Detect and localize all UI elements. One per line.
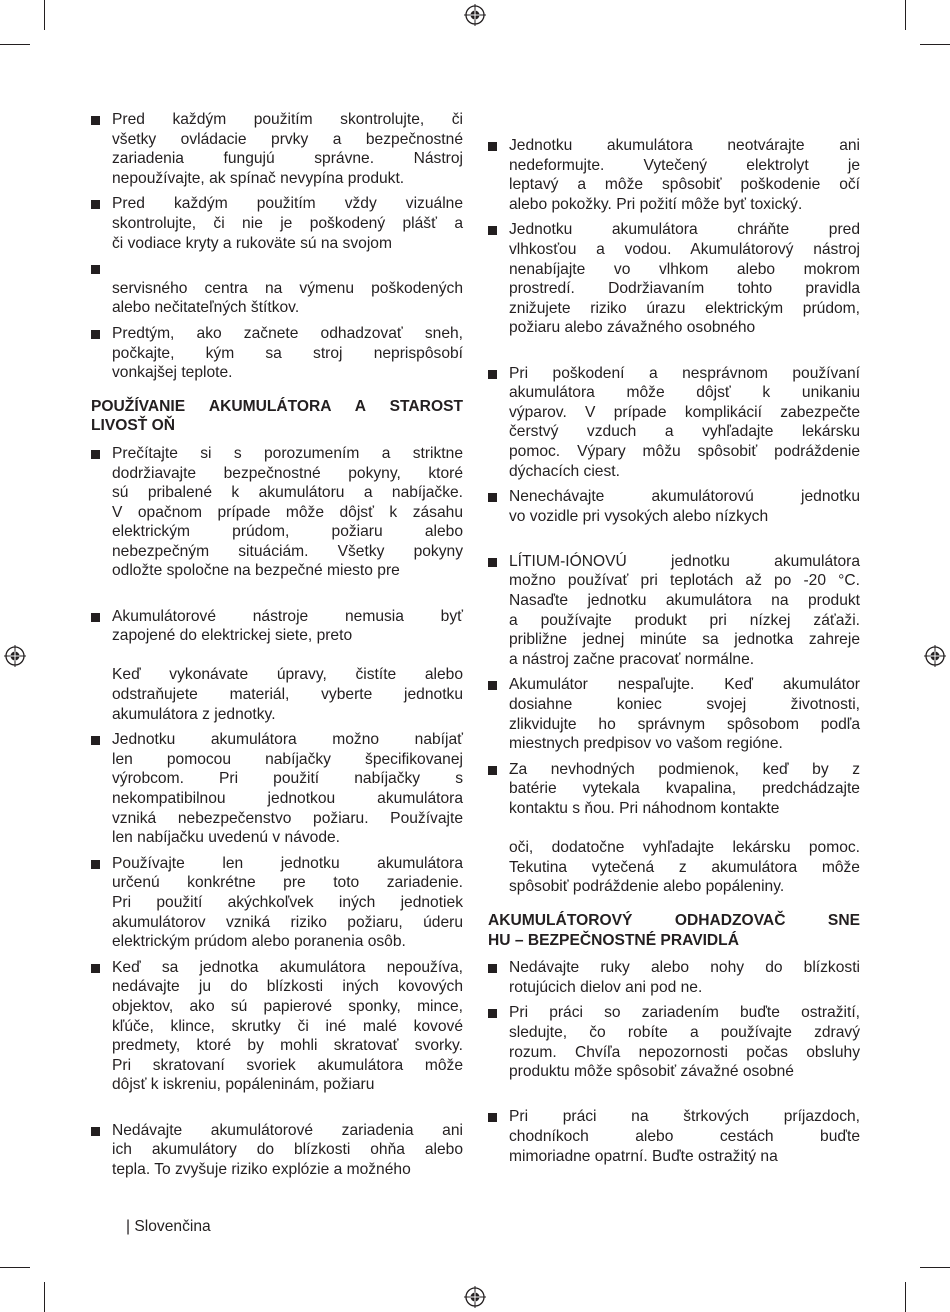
text-line: Keď sa jednotka akumulátora nepoužíva, xyxy=(112,958,463,976)
heading-line: AKUMULÁTOROVÝ ODHADZOVAČ SNE xyxy=(488,911,860,929)
text-line: alebo nečitateľných štítkov. xyxy=(112,299,300,317)
text-line xyxy=(509,526,860,546)
bullet-item xyxy=(91,730,463,848)
crop-mark xyxy=(44,1282,45,1312)
text-line: spôsobiť podráždenie alebo popáleniny. xyxy=(509,878,785,896)
bullet-item xyxy=(91,324,463,383)
text-line: nedeformujte. Vytečený elektrolyt je xyxy=(509,156,860,174)
text-line: len nabíjačku uvedenú v návode. xyxy=(112,829,341,847)
right-column xyxy=(488,136,860,1172)
bullet-item xyxy=(488,487,860,546)
text-line: Za nevhodných podmienok, keď by z xyxy=(509,760,860,778)
heading-line: LIVOSŤ OŇ xyxy=(91,417,176,435)
text-line: elektrickým prúdom alebo poranenia osôb. xyxy=(112,933,406,951)
bullet-item xyxy=(91,1121,463,1180)
bullet-item xyxy=(91,854,463,952)
square-bullet-icon xyxy=(91,860,100,869)
text-line: pomoc. Výpary môžu spôsobiť podráždenie xyxy=(509,442,860,460)
text-line: Akumulátor nespaľujte. Keď akumulátor xyxy=(509,676,860,694)
text-line: výparov. V prípade komplikácií zabezpečte xyxy=(509,403,860,421)
text-line: akumulátora môže dôjsť k unikaniu xyxy=(509,384,860,402)
bullet-item xyxy=(488,552,860,670)
bullet-item xyxy=(488,1003,860,1101)
square-bullet-icon xyxy=(488,1009,497,1018)
text-line: servisného centra na výmenu poškodených xyxy=(112,279,463,297)
text-line: dýchacích ciest. xyxy=(509,462,620,480)
text-line: vo vozidle pri vysokých alebo nízkych xyxy=(509,507,769,525)
text-line: Nenechávajte akumulátorovú jednotku xyxy=(509,488,860,506)
text-line: miestnych predpisov vo vašom regióne. xyxy=(509,735,783,753)
text-line: Keď vykonávate úpravy, čistíte alebo xyxy=(112,666,463,684)
text-line: Akumulátorové nástroje nemusia byť xyxy=(112,607,463,625)
bullet-item xyxy=(488,760,860,897)
text-line: tepla. To zvyšuje riziko explózie a možného xyxy=(112,1160,411,1178)
square-bullet-icon xyxy=(91,964,100,973)
text-line: Predtým, ako začnete odhadzovať sneh, xyxy=(112,324,463,342)
text-line xyxy=(509,1082,860,1102)
square-bullet-icon xyxy=(488,493,497,502)
square-bullet-icon xyxy=(91,450,100,459)
square-bullet-icon xyxy=(488,1113,497,1122)
text-line: Nedávajte ruky alebo nohy do blízkosti xyxy=(509,959,860,977)
square-bullet-icon xyxy=(488,681,497,690)
square-bullet-icon xyxy=(91,200,100,209)
bullet-item xyxy=(91,607,463,725)
text-line: nekompatibilnou jednotkou akumulátora xyxy=(112,790,463,807)
text-line: Pred každým použitím vždy vizuálne xyxy=(112,195,463,213)
heading-line: POUŽÍVANIE AKUMULÁTORA A STAROST xyxy=(91,397,463,415)
square-bullet-icon xyxy=(488,766,497,775)
text-line: čerstvý vzduch a vyhľadajte lekársku xyxy=(509,423,860,441)
text-line: či vodiace kryty a rukoväte sú na svojom xyxy=(112,234,392,252)
text-line xyxy=(112,581,463,601)
text-line: ich akumulátory do blízkosti ohňa alebo xyxy=(112,1141,463,1159)
bullet-item xyxy=(488,364,860,482)
text-line: elektrickým prúdom, požiaru alebo xyxy=(112,523,463,541)
square-bullet-icon xyxy=(91,613,100,622)
text-line: výrobcom. Pri použití nabíjačky s xyxy=(112,770,463,788)
bullet-item xyxy=(488,958,860,997)
text-line: dôjsť k iskreniu, popáleninám, požiaru xyxy=(112,1076,375,1094)
section-heading xyxy=(488,911,860,950)
text-line: prostredí. Dodržiavaním tohto pravidla xyxy=(509,280,860,298)
crop-mark xyxy=(44,0,45,30)
text-line: nenabíjajte vo vlhkom alebo mokrom xyxy=(509,260,860,278)
text-line xyxy=(112,1095,463,1115)
text-line: objektov, ako sú papierové sponky, mince, xyxy=(112,997,463,1015)
text-line xyxy=(112,646,463,666)
text-line: Prečítajte si s porozumením a striktne xyxy=(112,444,463,462)
text-line: akumulátora z jednotky. xyxy=(112,705,276,723)
text-line: kontaktu s ňou. Pri náhodnom kontakte xyxy=(509,800,780,817)
square-bullet-icon xyxy=(488,226,497,235)
crop-mark xyxy=(905,0,906,30)
text-line: batérie vytekala kvapalina, predchádzajte xyxy=(509,780,860,798)
crop-mark xyxy=(0,44,30,45)
text-line: Pri poškodení a nesprávnom používaní xyxy=(509,364,860,382)
text-line: a nástroj začne pracovať normálne. xyxy=(509,650,755,668)
crop-mark xyxy=(920,1267,950,1268)
text-line: možno používať pri teplotách až po -20 °C. xyxy=(509,572,860,590)
section-heading xyxy=(91,397,463,436)
text-line: vlhkosťou a vodou. Akumulátorový nástroj xyxy=(509,240,860,258)
text-line: vonkajšej teplote. xyxy=(112,364,233,382)
bullet-item xyxy=(91,958,463,1115)
text-line: Nasaďte jednotku akumulátora na produkt xyxy=(509,592,860,610)
bullet-item xyxy=(91,194,463,253)
text-line: Pri práci na štrkových príjazdoch, xyxy=(509,1108,860,1126)
text-line: Nedávajte akumulátorové zariadenia ani xyxy=(112,1121,463,1139)
footer-language: | Slovenčina xyxy=(126,1218,211,1235)
text-line: Pri skratovaní svoriek akumulátora môže xyxy=(112,1056,463,1074)
crop-mark xyxy=(920,44,950,45)
text-line: LÍTIUM-IÓNOVÚ jednotku akumulátora xyxy=(509,552,860,570)
square-bullet-icon xyxy=(488,370,497,379)
text-line: približne jednej minúte sa jednotka zahreje xyxy=(509,631,860,649)
text-line: Pred každým použitím skontrolujte, či xyxy=(112,111,463,128)
text-line: odložte spoločne na bezpečné miesto pre xyxy=(112,562,400,580)
text-line: leptavý a môže spôsobiť poškodenie očí xyxy=(509,176,860,194)
text-line: nebezpečným situáciám. Všetky pokyny xyxy=(112,542,463,560)
bullet-item xyxy=(488,1107,860,1166)
heading-line: HU – BEZPEČNOSTNÉ PRAVIDLÁ xyxy=(488,931,739,949)
text-line: zariadenia fungujú správne. Nástroj xyxy=(112,150,463,168)
text-line: chodníkoch alebo cestách buďte xyxy=(509,1127,860,1145)
crosshair-registration-icon xyxy=(464,1286,486,1308)
crosshair-registration-icon xyxy=(4,645,26,667)
text-line xyxy=(509,338,860,358)
square-bullet-icon xyxy=(91,736,100,745)
text-line: určenú konkrétne pre toto zariadenie. xyxy=(112,874,463,892)
text-line: odstraňujete materiál, vyberte jednotku xyxy=(112,686,463,704)
text-line: nepoužívajte, ak spínač nevypína produkt. xyxy=(112,169,405,187)
bullet-item xyxy=(91,444,463,601)
text-line: dodržiavajte bezpečnostné pokyny, ktoré xyxy=(112,464,463,482)
bullet-item xyxy=(488,675,860,753)
text-line: len pomocou nabíjačky špecifikovanej xyxy=(112,750,463,768)
text-line: Pri použití akýchkoľvek iných jednotiek xyxy=(112,893,463,911)
square-bullet-icon xyxy=(91,1127,100,1136)
text-line: akumulátorov vzniká riziko požiaru, úderu xyxy=(112,913,463,931)
text-line: vzniká nebezpečenstvo požiaru. Používajte xyxy=(112,809,463,827)
text-line: požiaru alebo závažného osobného xyxy=(509,319,756,337)
square-bullet-icon xyxy=(488,142,497,151)
text-line: predmety, ktoré by mohli skratovať svorky. xyxy=(112,1037,463,1055)
bullet-item xyxy=(488,220,860,357)
square-bullet-icon xyxy=(488,964,497,973)
text-line: Používajte len jednotku akumulátora xyxy=(112,854,463,872)
text-line: znižujete riziko úrazu elektrickým prúdom, xyxy=(509,299,860,317)
bullet-item xyxy=(488,136,860,214)
bullet-item xyxy=(91,110,463,188)
crosshair-registration-icon xyxy=(924,645,946,667)
text-line xyxy=(112,259,463,279)
text-line: rozum. Chvíľa nepozornosti počas obsluhy xyxy=(509,1043,860,1061)
bullet-item xyxy=(91,259,463,318)
square-bullet-icon xyxy=(488,558,497,567)
text-line: skontrolujte, či nie je poškodený plášť a xyxy=(112,214,463,232)
text-line: a používajte produkt pri nízkej záťaži. xyxy=(509,611,860,629)
crosshair-registration-icon xyxy=(464,4,486,26)
text-line: Jednotku akumulátora možno nabíjať xyxy=(112,731,463,749)
text-line: Jednotku akumulátora neotvárajte ani xyxy=(509,137,860,154)
text-line: Tekutina vytečená z akumulátora môže xyxy=(509,858,860,876)
square-bullet-icon xyxy=(91,116,100,125)
crop-mark xyxy=(905,1282,906,1312)
text-line: nedávajte ju do blízkosti iných kovových xyxy=(112,978,463,996)
text-line: oči, dodatočne vyhľadajte lekársku pomoc. xyxy=(509,839,860,857)
text-line: rotujúcich dielov ani pod ne. xyxy=(509,978,703,996)
text-line: sledujte, čo robíte a používajte zdravý xyxy=(509,1023,860,1041)
text-line: počkajte, kým sa stroj neprispôsobí xyxy=(112,344,463,362)
text-line: dosiahne koniec svojej životnosti, xyxy=(509,696,860,714)
text-line: Pri práci so zariadením buďte ostražití, xyxy=(509,1004,860,1022)
text-line: alebo pokožky. Pri požití môže byť toxický. xyxy=(509,195,803,213)
square-bullet-icon xyxy=(91,265,100,274)
text-line: mimoriadne opatrní. Buďte ostražitý na xyxy=(509,1147,778,1165)
text-line: zapojené do elektrickej siete, preto xyxy=(112,627,353,645)
square-bullet-icon xyxy=(91,330,100,339)
text-line: Jednotku akumulátora chráňte pred xyxy=(509,221,860,239)
text-line: kľúče, klince, skrutky či iné malé kovové xyxy=(112,1017,463,1035)
crop-mark xyxy=(0,1267,30,1268)
text-line: produktu môže spôsobiť závažné osobné xyxy=(509,1063,794,1081)
text-line: sú pribalené k akumulátoru a nabíjačke. xyxy=(112,484,463,502)
text-line xyxy=(509,819,860,839)
text-line: všetky ovládacie prvky a bezpečnostné xyxy=(112,130,463,148)
text-line: zlikvidujte ho správnym spôsobom podľa xyxy=(509,715,860,733)
text-line: V opačnom prípade môže dôjsť k zásahu xyxy=(112,503,463,521)
left-column xyxy=(91,110,463,1185)
